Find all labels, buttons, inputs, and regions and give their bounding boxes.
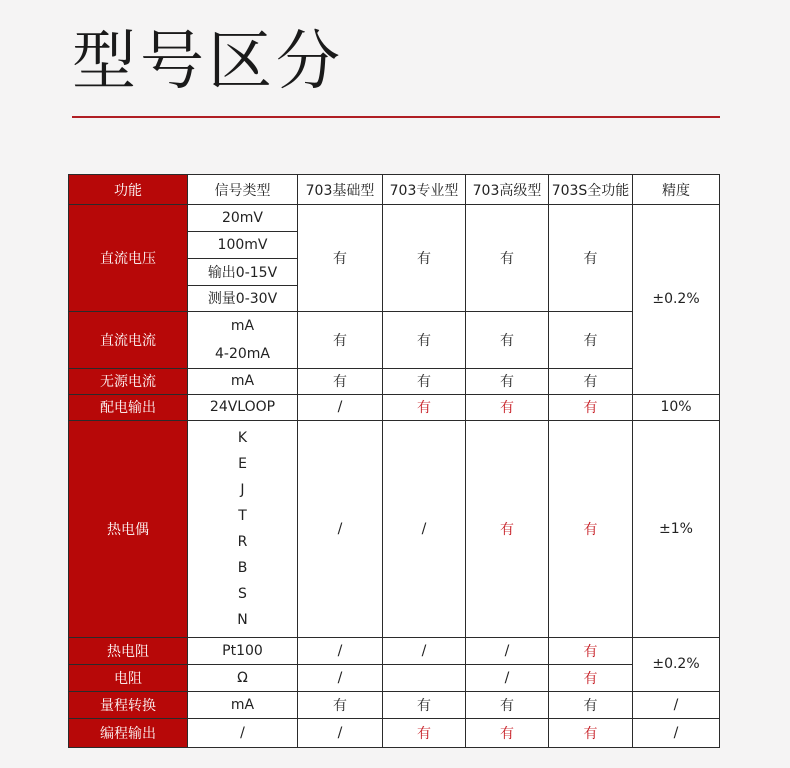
cell-dc-current-pro: 有 [383, 312, 466, 368]
cell-accuracy-group-1: ±0.2% [633, 205, 720, 395]
table-row-dc-current [69, 312, 720, 368]
row-label-range-convert: 量程转换 [69, 691, 188, 718]
header-advanced: 703高级型 [466, 175, 549, 205]
signal-cell-dc-current [188, 312, 298, 368]
signal-program-output: / [188, 718, 298, 747]
page-title: 型号区分 [72, 25, 344, 99]
signal-resistance: Ω [188, 664, 298, 691]
cell-rtd-pro: / [383, 637, 466, 664]
signal-thermocouple-r: R [237, 533, 248, 550]
cell-resistance-basic: / [298, 664, 383, 691]
cell-loop-power-basic: / [298, 394, 383, 420]
cell-program-output-pro: 有 [383, 718, 466, 747]
cell-dc-voltage-basic: 有 [298, 205, 383, 312]
signal-thermocouple-e: E [238, 455, 247, 472]
header-pro: 703专业型 [383, 175, 466, 205]
cell-program-output-advanced: 有 [466, 718, 549, 747]
table-row-range-convert [69, 691, 720, 718]
cell-thermocouple-advanced: 有 [466, 420, 549, 637]
signal-thermocouple-n: N [237, 611, 248, 628]
signal-thermocouple-k: K [237, 429, 248, 446]
table-row-rtd [69, 637, 720, 664]
row-label-rtd: 热电阻 [69, 637, 188, 664]
header-function: 功能 [69, 175, 188, 205]
cell-rtd-advanced: / [466, 637, 549, 664]
signal-dc-voltage-0: 20mV [221, 209, 264, 226]
signal-thermocouple-b: B [237, 559, 248, 576]
table-row-program-output [69, 718, 720, 747]
cell-passive-current-advanced: 有 [466, 368, 549, 394]
signal-thermocouple-s: S [238, 585, 247, 602]
cell-resistance-full: 有 [549, 664, 633, 691]
table-row-loop-power [69, 394, 720, 420]
cell-range-convert-advanced: 有 [466, 691, 549, 718]
row-label-resistance: 电阻 [69, 664, 188, 691]
cell-dc-voltage-advanced: 有 [466, 205, 549, 312]
header-accuracy: 精度 [633, 175, 720, 205]
signal-thermocouple-t: T [238, 507, 247, 524]
cell-dc-current-full: 有 [549, 312, 633, 368]
signal-thermocouple-j: J [240, 481, 245, 498]
cell-range-convert-basic: 有 [298, 691, 383, 718]
cell-program-output-basic: / [298, 718, 383, 747]
signal-dc-voltage-2: 输出0-15V [188, 258, 297, 285]
cell-thermocouple-pro: / [383, 420, 466, 637]
cell-program-output-full: 有 [549, 718, 633, 747]
table-header-row [69, 175, 720, 205]
header-full: 703S全功能 [549, 175, 633, 205]
cell-thermocouple-basic: / [298, 420, 383, 637]
model-comparison-table [68, 174, 720, 748]
cell-range-convert-pro: 有 [383, 691, 466, 718]
cell-rtd-basic: / [298, 637, 383, 664]
table-row-resistance [69, 664, 720, 691]
cell-dc-voltage-pro: 有 [383, 205, 466, 312]
cell-program-output-accuracy: / [633, 718, 720, 747]
row-label-dc-voltage: 直流电压 [69, 205, 188, 312]
row-label-passive-current: 无源电流 [69, 368, 188, 394]
header-signal-type: 信号类型 [188, 175, 298, 205]
row-label-loop-power: 配电输出 [69, 394, 188, 420]
cell-range-convert-full: 有 [549, 691, 633, 718]
signal-cell-thermocouple [188, 420, 298, 637]
row-label-thermocouple: 热电偶 [69, 420, 188, 637]
signal-range-convert: mA [188, 691, 298, 718]
table-row-passive-current [69, 368, 720, 394]
signal-cell-dc-voltage [188, 205, 298, 312]
cell-passive-current-pro: 有 [383, 368, 466, 394]
cell-range-convert-accuracy: / [633, 691, 720, 718]
table-row-dc-voltage [69, 205, 720, 312]
cell-loop-power-pro: 有 [383, 394, 466, 420]
cell-resistance-advanced: / [466, 664, 549, 691]
cell-passive-current-full: 有 [549, 368, 633, 394]
table-row-thermocouple [69, 420, 720, 637]
cell-resistance-pro [383, 664, 466, 691]
row-label-dc-current: 直流电流 [69, 312, 188, 368]
cell-loop-power-accuracy: 10% [633, 394, 720, 420]
header-basic: 703基础型 [298, 175, 383, 205]
cell-passive-current-basic: 有 [298, 368, 383, 394]
signal-rtd: Pt100 [188, 637, 298, 664]
cell-loop-power-full: 有 [549, 394, 633, 420]
cell-dc-current-basic: 有 [298, 312, 383, 368]
cell-accuracy-group-2: ±0.2% [633, 637, 720, 691]
cell-thermocouple-accuracy: ±1% [633, 420, 720, 637]
cell-dc-current-advanced: 有 [466, 312, 549, 368]
cell-thermocouple-full: 有 [549, 420, 633, 637]
cell-loop-power-advanced: 有 [466, 394, 549, 420]
signal-dc-current-1: 4-20mA [215, 345, 270, 362]
signal-loop-power: 24VLOOP [188, 394, 298, 420]
signal-dc-voltage-3: 测量0-30V [188, 285, 297, 312]
cell-dc-voltage-full: 有 [549, 205, 633, 312]
cell-rtd-full: 有 [549, 637, 633, 664]
signal-dc-voltage-1: 100mV [188, 231, 297, 258]
signal-dc-current-0: mA [230, 318, 255, 335]
row-label-program-output: 编程输出 [69, 718, 188, 747]
title-divider [72, 116, 720, 118]
signal-passive-current: mA [188, 368, 298, 394]
